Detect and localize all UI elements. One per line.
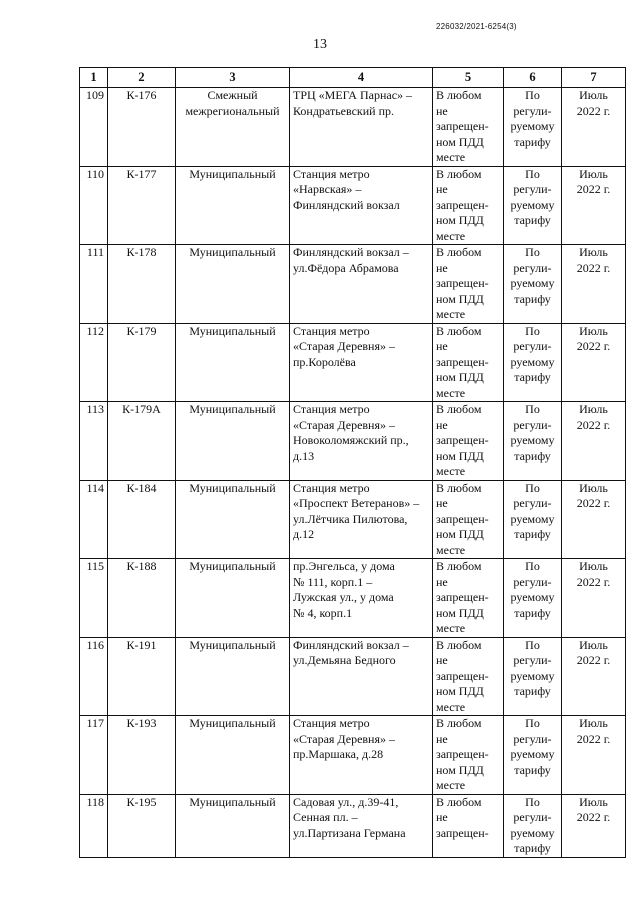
route-type-cell: Муниципальный	[176, 402, 290, 481]
route-number-cell: 114	[80, 480, 108, 559]
column-header-3: 3	[176, 68, 290, 88]
table-row	[80, 559, 626, 638]
route-code-cell: К-176	[108, 88, 176, 167]
table-row	[80, 637, 626, 716]
column-header-7: 7	[562, 68, 626, 88]
route-code-cell: К-188	[108, 559, 176, 638]
route-type-cell: Муниципальный	[176, 166, 290, 245]
route-number-cell: 117	[80, 716, 108, 795]
route-number-cell: 110	[80, 166, 108, 245]
route-number-cell: 115	[80, 559, 108, 638]
start-date-cell: Июль 2022 г.	[562, 402, 626, 481]
route-type-cell: Смежный межрегиональный	[176, 88, 290, 167]
route-code-cell: К-179А	[108, 402, 176, 481]
route-type-cell: Муниципальный	[176, 480, 290, 559]
start-date-cell: Июль 2022 г.	[562, 559, 626, 638]
tariff-cell: По регули- руемому тарифу	[504, 637, 562, 716]
start-date-cell: Июль 2022 г.	[562, 245, 626, 324]
stop-procedure-cell: В любом не запрещен- ном ПДД месте	[433, 166, 504, 245]
table-row	[80, 402, 626, 481]
route-code-cell: К-193	[108, 716, 176, 795]
stop-procedure-cell: В любом не запрещен- ном ПДД месте	[433, 323, 504, 402]
table-header-row	[80, 68, 626, 88]
route-path-cell: Финляндский вокзал – ул.Фёдора Абрамова	[290, 245, 433, 324]
table-row	[80, 480, 626, 559]
route-code-cell: К-195	[108, 794, 176, 857]
start-date-cell: Июль 2022 г.	[562, 88, 626, 167]
route-type-cell: Муниципальный	[176, 245, 290, 324]
tariff-cell: По регули- руемому тарифу	[504, 559, 562, 638]
stop-procedure-cell: В любом не запрещен-	[433, 794, 504, 857]
route-code-cell: К-184	[108, 480, 176, 559]
route-path-cell: ТРЦ «МЕГА Парнас» – Кондратьевский пр.	[290, 88, 433, 167]
column-header-1: 1	[80, 68, 108, 88]
document-registration-number: 226032/2021-6254(3)	[436, 22, 517, 31]
route-type-cell: Муниципальный	[176, 323, 290, 402]
table-row	[80, 88, 626, 167]
route-number-cell: 109	[80, 88, 108, 167]
tariff-cell: По регули- руемому тарифу	[504, 480, 562, 559]
column-header-4: 4	[290, 68, 433, 88]
route-type-cell: Муниципальный	[176, 716, 290, 795]
stop-procedure-cell: В любом не запрещен- ном ПДД месте	[433, 637, 504, 716]
start-date-cell: Июль 2022 г.	[562, 794, 626, 857]
route-number-cell: 116	[80, 637, 108, 716]
route-path-cell: Станция метро «Старая Деревня» – пр.Маршака, д.28	[290, 716, 433, 795]
stop-procedure-cell: В любом не запрещен- ном ПДД месте	[433, 559, 504, 638]
route-path-cell: Садовая ул., д.39-41, Сенная пл. – ул.Партизана Германа	[290, 794, 433, 857]
route-code-cell: К-179	[108, 323, 176, 402]
tariff-cell: По регули- руемому тарифу	[504, 402, 562, 481]
start-date-cell: Июль 2022 г.	[562, 323, 626, 402]
tariff-cell: По регули- руемому тарифу	[504, 245, 562, 324]
table-row	[80, 245, 626, 324]
tariff-cell: По регули- руемому тарифу	[504, 166, 562, 245]
route-code-cell: К-177	[108, 166, 176, 245]
route-path-cell: Станция метро «Старая Деревня» – пр.Королёва	[290, 323, 433, 402]
route-number-cell: 111	[80, 245, 108, 324]
start-date-cell: Июль 2022 г.	[562, 480, 626, 559]
route-path-cell: Станция метро «Старая Деревня» – Новоколомяжский пр., д.13	[290, 402, 433, 481]
stop-procedure-cell: В любом не запрещен- ном ПДД месте	[433, 480, 504, 559]
table-row	[80, 794, 626, 857]
route-path-cell: пр.Энгельса, у дома № 111, корп.1 – Лужская ул., у дома № 4, корп.1	[290, 559, 433, 638]
start-date-cell: Июль 2022 г.	[562, 166, 626, 245]
column-header-6: 6	[504, 68, 562, 88]
stop-procedure-cell: В любом не запрещен- ном ПДД месте	[433, 716, 504, 795]
table-row	[80, 166, 626, 245]
route-type-cell: Муниципальный	[176, 637, 290, 716]
table-row	[80, 323, 626, 402]
column-header-5: 5	[433, 68, 504, 88]
route-path-cell: Станция метро «Нарвская» – Финляндский вокзал	[290, 166, 433, 245]
page-number: 13	[313, 37, 327, 52]
route-code-cell: К-191	[108, 637, 176, 716]
tariff-cell: По регули- руемому тарифу	[504, 88, 562, 167]
stop-procedure-cell: В любом не запрещен- ном ПДД месте	[433, 402, 504, 481]
route-number-cell: 113	[80, 402, 108, 481]
start-date-cell: Июль 2022 г.	[562, 637, 626, 716]
start-date-cell: Июль 2022 г.	[562, 716, 626, 795]
tariff-cell: По регули- руемому тарифу	[504, 794, 562, 857]
route-path-cell: Станция метро «Проспект Ветеранов» – ул.Лётчика Пилютова, д.12	[290, 480, 433, 559]
route-number-cell: 118	[80, 794, 108, 857]
route-code-cell: К-178	[108, 245, 176, 324]
route-number-cell: 112	[80, 323, 108, 402]
table-row	[80, 716, 626, 795]
route-path-cell: Финляндский вокзал – ул.Демьяна Бедного	[290, 637, 433, 716]
tariff-cell: По регули- руемому тарифу	[504, 716, 562, 795]
tariff-cell: По регули- руемому тарифу	[504, 323, 562, 402]
routes-table	[79, 67, 626, 858]
stop-procedure-cell: В любом не запрещен- ном ПДД месте	[433, 88, 504, 167]
route-type-cell: Муниципальный	[176, 559, 290, 638]
route-type-cell: Муниципальный	[176, 794, 290, 857]
column-header-2: 2	[108, 68, 176, 88]
stop-procedure-cell: В любом не запрещен- ном ПДД месте	[433, 245, 504, 324]
